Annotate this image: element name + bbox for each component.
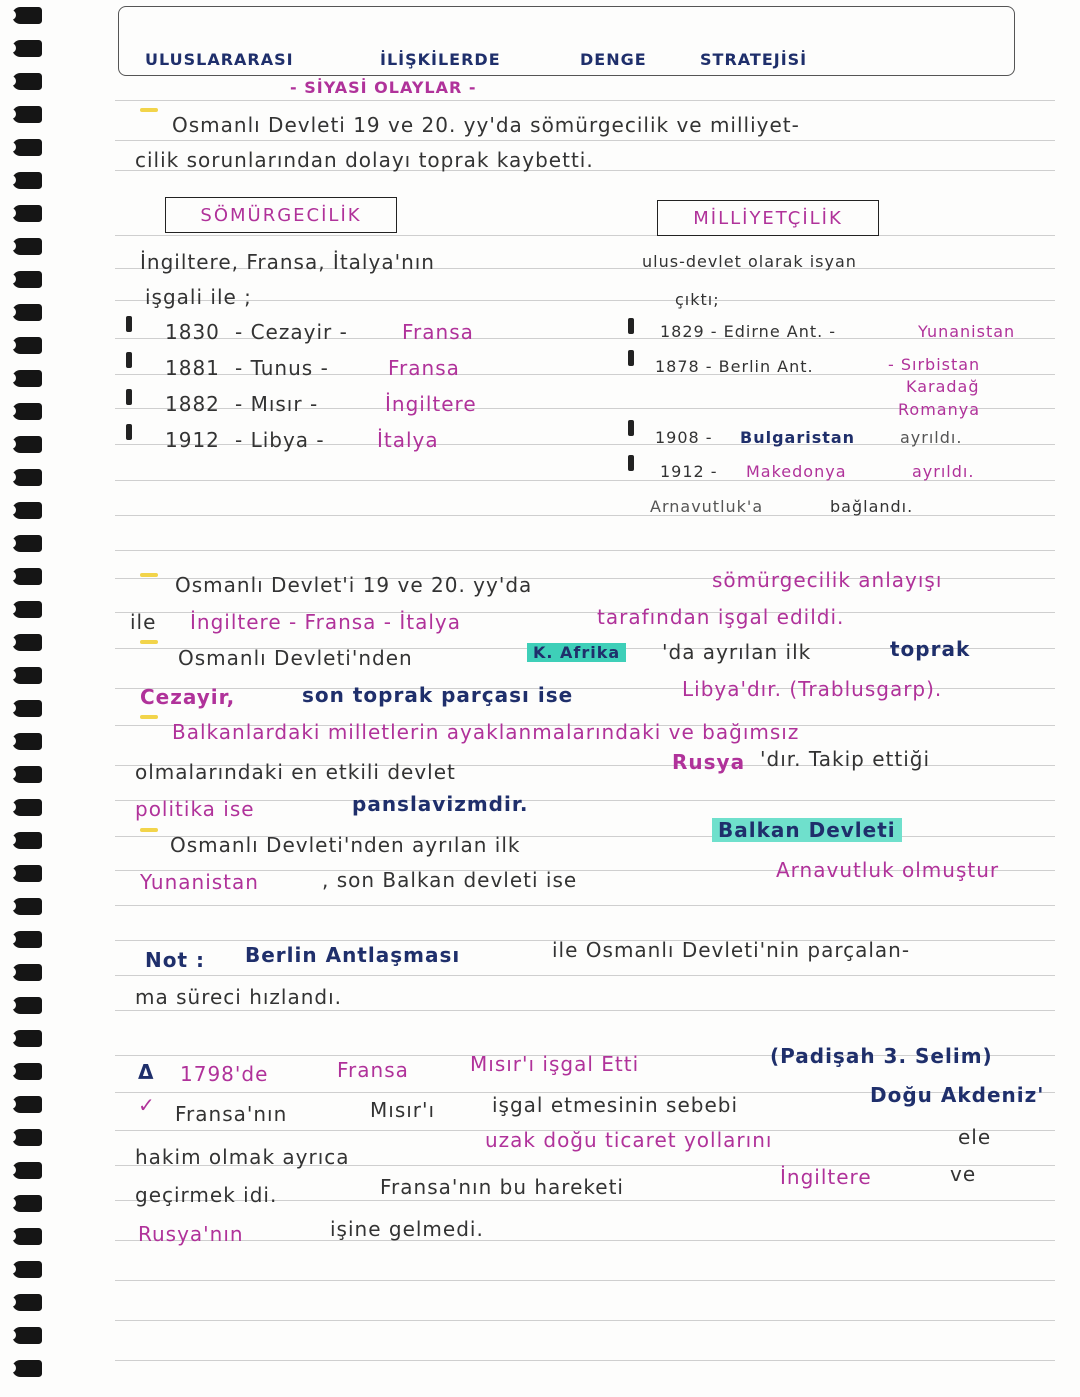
spiral-ring xyxy=(6,1291,44,1313)
spiral-ring xyxy=(6,169,44,191)
spiral-ring xyxy=(6,631,44,653)
ruled-line xyxy=(115,905,1055,906)
spiral-ring xyxy=(6,235,44,257)
left-item-2-country: Fransa xyxy=(388,356,460,380)
spiral-ring xyxy=(6,730,44,752)
left-item-4-place: Libya xyxy=(250,428,310,452)
para3-b4: Doğu Akdeniz' xyxy=(870,1083,1045,1107)
left-intro-1: İngiltere, Fransa, İtalya'nın xyxy=(140,250,435,274)
spiral-ring xyxy=(6,1060,44,1082)
right-item-4-year: 1912 - xyxy=(660,462,718,481)
notebook-page: ULUSLARARASI İLİŞKİLERDE DENGE STRATEJİSİ - SİYASİ OLAYLAR - Osmanlı Devleti 19 ve 20. yy'da sömürgecilik ve milliyet- cilik sorunlarından dolayı toprak kaybetti. SÖMÜRGECİLİK MİLLİYETÇİLİK İngiltere, Fransa, İtalya'nın işgali ile ; 1830 - Cezayir - Fransa 1881 - Tunus - Fransa 1882 - Mısır - İngiltere 1912 - Libya - İtalya ulus-devlet olarak isyan çıktı; 1829 - Edirne Ant. - Yunanistan 1878 - Berlin Ant. - Sırbistan Karadağ Romanya 1908 - Bulgaristan ayrıldı. 1912 - Makedonya ayrıldı. Arnavutluk'a bağlandı. Osmanlı Devlet'i 19 ve 20. yy'da sömürgecilik anlayışı ile İngiltere - Fransa - İtalya tarafından işgal edildi. Osmanlı Devleti'nden K. Afrika 'da ayrılan ilk toprak Cezayir, son toprak parçası ise Libya'dır. (Trablusgarp). Balkanlardaki milletlerin ayaklanmalarındaki ve bağımsız olmalarındaki en etkili devlet Rusya 'dır. Takip ettiği politika ise panslavizmdir. Osmanlı Devleti'nden ayrılan ilk Balkan Devleti Yunanistan , son Balkan devleti ise Arnavutluk olmuştur Not : Berlin Antlaşması ile Osmanlı Devleti'nin parçalan- ma süreci hızlandı. Δ 1798'de Fransa Mısır'ı işgal Etti (Padişah 3. Selim) ✓ Fransa'nın Mısır'ı işgal etmesinin sebebi Doğu Akdeniz' hakim olmak ayrıca uzak doğu ticaret yollarını ele geçirmek idi. Fransa'nın bu hareketi İngiltere ve Rusya'nın işine gelmedi. xyxy=(0,0,1080,1397)
para2-c4: 'dır. Takip ettiği xyxy=(760,747,931,771)
spiral-ring xyxy=(6,103,44,125)
para3-c3: ele xyxy=(958,1125,992,1149)
spiral-ring xyxy=(6,664,44,686)
spiral-ring xyxy=(6,1258,44,1280)
ruled-line xyxy=(115,100,1055,101)
para2-b6: son toprak parçası ise xyxy=(302,683,574,707)
para2-d2-highlight: Balkan Devleti xyxy=(712,818,902,842)
right-item-4-verb: ayrıldı. xyxy=(912,462,975,481)
marker-dash xyxy=(140,828,158,832)
para2-d1: Osmanlı Devleti'nden ayrılan ilk xyxy=(170,833,521,857)
para3-a2: Fransa xyxy=(337,1058,409,1082)
left-intro-2: işgali ile ; xyxy=(145,285,252,309)
marker-dash xyxy=(140,715,158,719)
para3-b1: Fransa'nın xyxy=(175,1102,288,1126)
title-word-1: ULUSLARARASI xyxy=(145,50,294,69)
spiral-ring xyxy=(6,532,44,554)
ruled-line xyxy=(115,140,1055,141)
para3-b2: Mısır'ı xyxy=(370,1098,436,1122)
ruled-line xyxy=(115,800,1055,801)
spiral-ring xyxy=(6,565,44,587)
ruled-line xyxy=(115,1280,1055,1281)
check-marker: ✓ xyxy=(138,1093,156,1117)
spiral-ring xyxy=(6,862,44,884)
para3-a1: 1798'de xyxy=(180,1062,269,1086)
marker-dash xyxy=(140,640,158,644)
para2-c1: Balkanlardaki milletlerin ayaklanmalarındaki ve bağımsız xyxy=(172,720,800,744)
right-intro-1: ulus-devlet olarak isyan xyxy=(642,252,857,271)
right-item-2-country-1: - Sırbistan xyxy=(888,355,981,374)
spiral-ring xyxy=(6,301,44,323)
spiral-ring xyxy=(6,829,44,851)
ruled-line xyxy=(115,235,1055,236)
right-item-2-country-3: Romanya xyxy=(898,400,980,419)
spiral-ring xyxy=(6,1126,44,1148)
list-dash xyxy=(628,455,634,471)
spiral-ring xyxy=(6,796,44,818)
ruled-line xyxy=(115,1010,1055,1011)
spiral-ring xyxy=(6,1357,44,1379)
spiral-ring xyxy=(6,598,44,620)
spiral-ring xyxy=(6,763,44,785)
marker-dash xyxy=(140,108,158,112)
spiral-ring xyxy=(6,1324,44,1346)
ruled-line xyxy=(115,550,1055,551)
list-dash xyxy=(126,352,132,368)
list-dash xyxy=(126,424,132,440)
list-dash xyxy=(628,350,634,366)
left-item-1-country: Fransa xyxy=(402,320,474,344)
intro-line-2: cilik sorunlarından dolayı toprak kaybetti. xyxy=(135,148,594,172)
spiral-ring xyxy=(6,367,44,389)
spiral-ring xyxy=(6,961,44,983)
para2-b5: Cezayir, xyxy=(140,685,236,709)
right-item-2-country-2: Karadağ xyxy=(906,377,980,396)
para2-d4: , son Balkan devleti ise xyxy=(322,868,578,892)
spiral-ring xyxy=(6,928,44,950)
ruled-line xyxy=(115,1360,1055,1361)
ruled-line xyxy=(115,1240,1055,1241)
triangle-marker: Δ xyxy=(138,1060,155,1084)
para2-c6: panslavizmdir. xyxy=(352,792,529,816)
left-item-2-year: 1881 xyxy=(165,356,220,380)
para2-a4: İngiltere - Fransa - İtalya xyxy=(190,610,462,634)
spiral-ring xyxy=(6,400,44,422)
list-dash xyxy=(628,318,634,334)
ruled-line xyxy=(115,975,1055,976)
note-label: Not : xyxy=(145,948,205,972)
spiral-ring xyxy=(6,1225,44,1247)
title-word-4: STRATEJİSİ xyxy=(700,50,808,69)
heading-somurgecilik: SÖMÜRGECİLİK xyxy=(165,197,397,233)
spiral-ring xyxy=(6,433,44,455)
marker-dash xyxy=(140,573,158,577)
para2-a1: Osmanlı Devlet'i 19 ve 20. yy'da xyxy=(175,573,533,597)
left-item-1-place: Cezayir xyxy=(250,320,333,344)
spiral-ring xyxy=(6,268,44,290)
para2-b1: Osmanlı Devleti'nden xyxy=(178,646,413,670)
spiral-ring xyxy=(6,1159,44,1181)
spiral-ring xyxy=(6,499,44,521)
para2-a3: ile xyxy=(130,610,157,634)
left-item-1-year: 1830 xyxy=(165,320,220,344)
left-item-4-country: İtalya xyxy=(377,428,439,452)
right-item-3-year: 1908 - xyxy=(655,428,713,447)
spiral-ring xyxy=(6,994,44,1016)
spiral-ring xyxy=(6,37,44,59)
para3-d3: İngiltere xyxy=(780,1165,872,1189)
para3-a4: (Padişah 3. Selim) xyxy=(770,1044,993,1068)
left-item-4-year: 1912 xyxy=(165,428,220,452)
para3-d4: ve xyxy=(950,1162,977,1186)
para2-b2-highlight: K. Afrika xyxy=(527,643,626,662)
left-item-3-country: İngiltere xyxy=(385,392,477,416)
heading-milliyetcilik: MİLLİYETÇİLİK xyxy=(657,200,879,236)
spiral-ring xyxy=(6,4,44,26)
spiral-ring xyxy=(6,466,44,488)
para2-b7: Libya'dır. (Trablusgarp). xyxy=(682,677,943,701)
ruled-line xyxy=(115,300,1055,301)
para3-e2: işine gelmedi. xyxy=(330,1217,484,1241)
para2-c5: politika ise xyxy=(135,797,255,821)
spiral-ring xyxy=(6,895,44,917)
note-bold: Berlin Antlaşması xyxy=(245,943,461,967)
title-subtitle: - SİYASİ OLAYLAR - xyxy=(290,78,477,97)
left-item-3-year: 1882 xyxy=(165,392,220,416)
spiral-ring xyxy=(6,697,44,719)
right-intro-2: çıktı; xyxy=(675,290,720,309)
para3-b3: işgal etmesinin sebebi xyxy=(492,1093,738,1117)
spiral-ring xyxy=(6,136,44,158)
right-item-5-country: Arnavutluk'a xyxy=(650,497,764,516)
spiral-ring xyxy=(6,1027,44,1049)
para3-e1: Rusya'nın xyxy=(138,1222,244,1246)
para3-d2: Fransa'nın bu hareketi xyxy=(380,1175,624,1199)
para2-d3: Yunanistan xyxy=(140,870,259,894)
ruled-line xyxy=(115,515,1055,516)
para3-d1: geçirmek idi. xyxy=(135,1183,278,1207)
list-dash xyxy=(126,316,132,332)
left-item-3-place: Mısır xyxy=(250,392,303,416)
list-dash xyxy=(628,420,634,436)
right-item-1-text: 1829 - Edirne Ant. - xyxy=(660,322,837,341)
left-item-2-place: Tunus xyxy=(250,356,314,380)
right-item-4-country: Makedonya xyxy=(746,462,847,481)
para3-c2: uzak doğu ticaret yollarını xyxy=(485,1128,773,1152)
note-line-2: ma süreci hızlandı. xyxy=(135,985,343,1009)
right-item-3-verb: ayrıldı. xyxy=(900,428,963,447)
right-item-5-verb: bağlandı. xyxy=(830,497,914,516)
para2-c3: Rusya xyxy=(672,750,746,774)
note-rest: ile Osmanlı Devleti'nin parçalan- xyxy=(552,938,911,962)
para2-c2: olmalarındaki en etkili devlet xyxy=(135,760,456,784)
spiral-ring xyxy=(6,334,44,356)
title-word-2: İLİŞKİLERDE xyxy=(380,50,501,69)
intro-line-1: Osmanlı Devleti 19 ve 20. yy'da sömürgecilik ve milliyet- xyxy=(172,113,800,137)
spiral-ring xyxy=(6,1093,44,1115)
spiral-ring xyxy=(6,70,44,92)
para2-b4: toprak xyxy=(890,637,971,661)
para2-d5: Arnavutluk olmuştur xyxy=(776,858,1000,882)
spiral-binding xyxy=(6,0,46,1397)
right-item-1-country: Yunanistan xyxy=(918,322,1016,341)
para3-c1: hakim olmak ayrıca xyxy=(135,1145,350,1169)
para2-a2: sömürgecilik anlayışı xyxy=(712,568,943,592)
right-item-2-text: 1878 - Berlin Ant. xyxy=(655,357,814,376)
list-dash xyxy=(126,389,132,405)
spiral-ring xyxy=(6,202,44,224)
para3-a3: Mısır'ı işgal Etti xyxy=(470,1052,640,1076)
ruled-line xyxy=(115,1320,1055,1321)
para2-b3: 'da ayrılan ilk xyxy=(662,640,812,664)
para2-a5: tarafından işgal edildi. xyxy=(597,605,845,629)
title-word-3: DENGE xyxy=(580,50,647,69)
right-item-3-country: Bulgaristan xyxy=(740,428,856,447)
spiral-ring xyxy=(6,1192,44,1214)
